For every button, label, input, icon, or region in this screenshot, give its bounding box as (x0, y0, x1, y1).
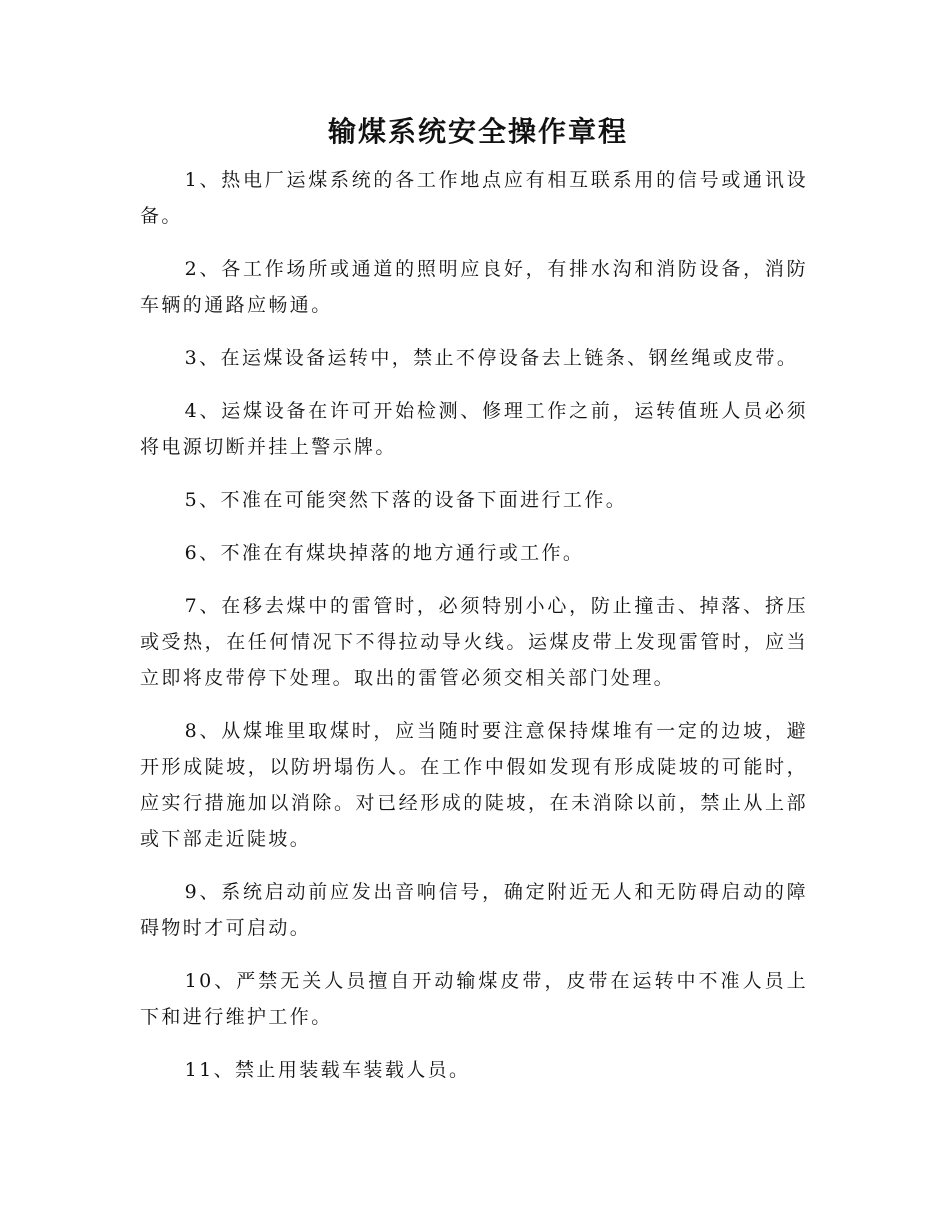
clause-8: 8、从煤堆里取煤时，应当随时要注意保持煤堆有一定的边坡，避开形成陡坡，以防坍塌伤人。在工作中假如发现有形成陡坡的可能时，应实行措施加以消除。对已经形成的陡坡，在未消除以前，禁止从上部或下部走近陡坡。 (140, 720, 808, 850)
clause-4: 4、运煤设备在许可开始检测、修理工作之前，运转值班人员必须将电源切断并挂上警示牌。 (140, 400, 808, 458)
clause-3: 3、在运煤设备运转中，禁止不停设备去上链条、钢丝绳或皮带。 (184, 347, 799, 369)
clause-6: 6、不准在有煤块掉落的地方通行或工作。 (184, 542, 585, 564)
document-title: 输煤系统安全操作章程 (327, 115, 628, 148)
clause-9: 9、系统启动前应发出音响信号，确定附近无人和无防碍启动的障碍物时才可启动。 (140, 881, 808, 939)
clause-1: 1、热电厂运煤系统的各工作地点应有相互联系用的信号或通讯设备。 (140, 169, 808, 227)
clause-11: 11、禁止用装载车装载人员。 (184, 1059, 471, 1081)
clause-10: 10、严禁无关人员擅自开动输煤皮带，皮带在运转中不准人员上下和进行维护工作。 (140, 970, 808, 1028)
clause-7: 7、在移去煤中的雷管时，必须特别小心，防止撞击、掉落、挤压或受热，在任何情况下不得拉动导火线。运煤皮带上发现雷管时，应当立即将皮带停下处理。取出的雷管必须交相关部门处理。 (140, 595, 808, 689)
document-page (140, 108, 808, 1105)
clause-2: 2、各工作场所或通道的照明应良好，有排水沟和消防设备，消防车辆的通路应畅通。 (140, 258, 808, 316)
clause-5: 5、不准在可能突然下落的设备下面进行工作。 (184, 489, 628, 511)
